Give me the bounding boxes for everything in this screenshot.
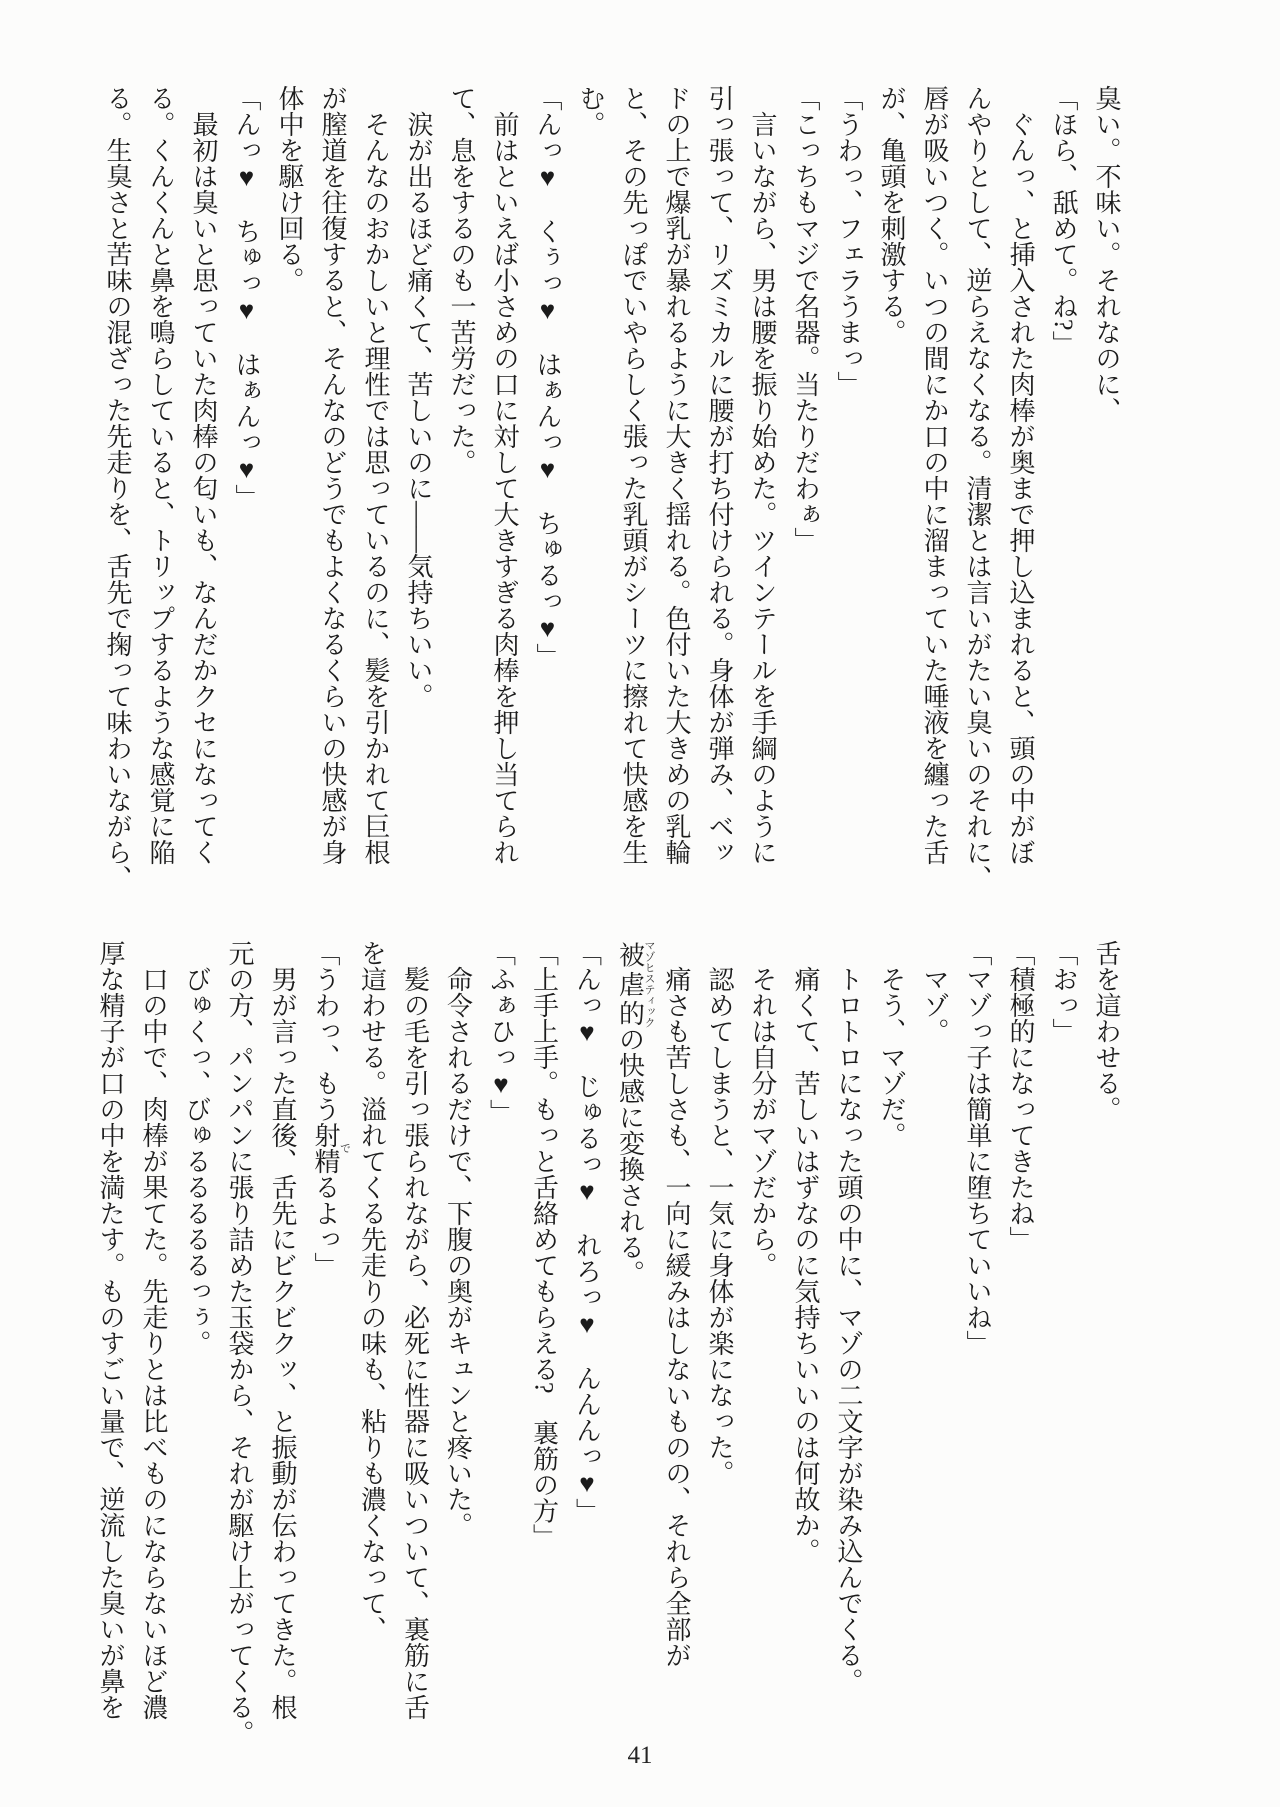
text-line: 元の方、パンパンに張り詰めた玉袋から、それが駆け上がってくる。 [225, 940, 254, 1746]
text-line: 男が言った直後、舌先にビクビクッ、と振動が伝わってきた。根 [268, 966, 297, 1720]
text-line: ぐんっ、と挿入された肉棒が奥まで押し込まれると、頭の中がぼ [1006, 111, 1035, 865]
text-line: 引っ張って、リズミカルに腰が打ち付けられる。身体が弾み、ベッ [705, 85, 734, 865]
text-line: んやりとして、逆らえなくなる。清潔とは言いがたい臭いのそれに、 [963, 85, 992, 891]
text-line: む。 [576, 85, 605, 137]
text-line: 「うわっ、フェラうまっ」 [834, 85, 863, 397]
text-line: 「んっ♥ くぅっ♥ はぁんっ♥ ちゅるっ♥」 [533, 85, 562, 669]
text-line: 舌を這わせる。 [1092, 940, 1121, 1122]
text-line: 「マゾっ子は簡単に堕ちていいね」 [963, 940, 992, 1356]
text-line: ドの上で爆乳が暴れるように大きく揺れる。色付いた大きめの乳輪 [662, 85, 691, 865]
text-line: そんなのおかしいと理性では思っているのに、髪を引かれて巨根 [361, 111, 390, 865]
text-line: 「上手上手。もっと舌絡めてもらえる? 裏筋の方」 [529, 940, 559, 1550]
text-line: 痛さも苦しさも、一向に緩みはしないものの、それら全部が [662, 966, 691, 1668]
text-line: 「ほら、舐めて。ね?」 [1049, 85, 1078, 357]
text-line: 涙が出るほど痛くて、苦しいのに――気持ちいい。 [404, 111, 433, 709]
text-line: 体中を駆け回る。 [275, 85, 304, 293]
text-line: 前はといえば小さめの口に対して大きすぎる肉棒を押し当てられ [490, 111, 519, 865]
text-line: 被虐的マゾヒスティックの快感に変換される。 [615, 940, 655, 1287]
ruby-annotated-text: 射精で [311, 1122, 351, 1174]
text-line: 「んっ♥ じゅるっ♥ れろっ♥ んんんっ♥」 [572, 940, 602, 1524]
text-line: 言いながら、男は腰を振り始めた。ツインテールを手綱のように [748, 111, 777, 865]
ruby-annotated-text: 被虐的マゾヒスティック [615, 940, 655, 1028]
text-line: 「うわっ、もう射精でるよっ」 [311, 940, 351, 1278]
text-line: そう、マゾだ。 [877, 966, 906, 1148]
text-line: 唇が吸いつく。いつの間にか口の中に溜まっていた唾液を纏った舌 [920, 85, 949, 865]
text-line: マゾ。 [920, 966, 949, 1044]
text-line: 髪の毛を引っ張られながら、必死に性器に吸いついて、裏筋に舌 [400, 966, 430, 1720]
text-line: 「積極的になってきたね」 [1006, 940, 1035, 1252]
text-line: それは自分がマゾだから。 [748, 966, 777, 1278]
text-line: と、その先っぽでいやらしく張った乳頭がシーツに擦れて快感を生 [619, 85, 648, 865]
text-line: 「おっ」 [1049, 940, 1078, 1044]
text-line: 「こっちもマジで名器。当たりだわぁ」 [791, 85, 820, 553]
text-line: 認めてしまうと、一気に身体が楽になった。 [705, 966, 734, 1486]
text-line: 「ふぁひっ♥」 [486, 940, 516, 1125]
text-line: トロトロになった頭の中に、マゾの二文字が染み込んでくる。 [834, 966, 863, 1694]
text-block-top [96, 85, 1128, 899]
page-number: 41 [627, 1742, 653, 1769]
text-line: が、亀頭を刺激する。 [877, 85, 906, 345]
text-line: 痛くて、苦しいはずなのに気持ちいいのは何故か。 [791, 966, 820, 1564]
text-line: 口の中で、肉棒が果てた。先走りとは比べものにならないほど濃 [139, 966, 168, 1720]
text-line: 厚な精子が口の中を満たす。ものすごい量で、逆流した臭いが鼻を [96, 940, 125, 1720]
text-line: びゅくっ、びゅるるるるるっぅ。 [182, 966, 211, 1356]
text-line: 最初は臭いと思っていた肉棒の匂いも、なんだかクセになってく [189, 111, 218, 865]
text-block-bottom [89, 940, 1128, 1754]
text-line: る。生臭さと苦味の混ざった先走りを、舌先で掬って味わいながら、 [103, 85, 132, 891]
text-line: 「んっ♥ ちゅっ♥ はぁんっ♥」 [232, 85, 261, 510]
text-line: を這わせる。溢れてくる先走りの味も、粘りも濃くなって、 [357, 940, 387, 1642]
text-line: る。くんくんと鼻を鳴らしていると、トリップするような感覚に陥 [146, 85, 175, 865]
text-line: が膣道を往復すると、そんなのどうでもよくなるくらいの快感が身 [318, 85, 347, 865]
text-line: 臭い。不味い。それなのに、 [1092, 85, 1121, 423]
text-line: 命令されるだけで、下腹の奥がキュンと疼いた。 [443, 966, 473, 1538]
text-line: て、息をするのも一苦労だった。 [447, 85, 476, 475]
